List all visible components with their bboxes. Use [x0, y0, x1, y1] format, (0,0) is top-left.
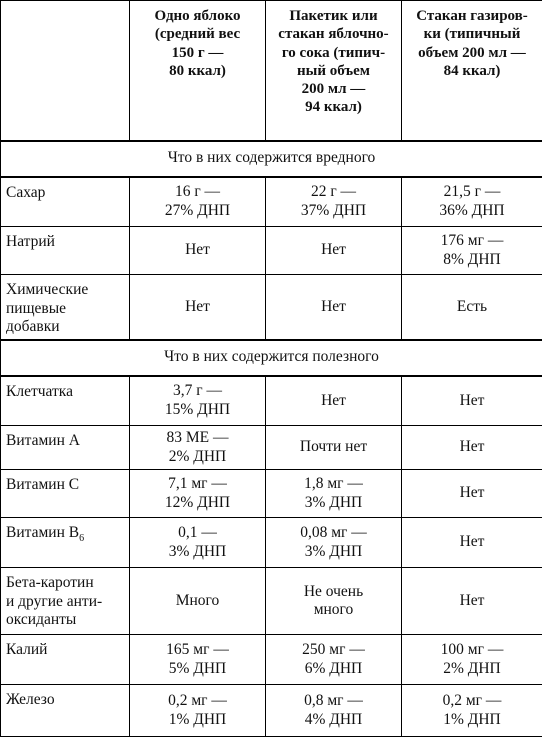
- cell-sodium-soda: 176 мг — 8% ДНП: [402, 227, 542, 275]
- header-soda: Стакан газиров- ки (типичный объем 200 мл — 84 ккал): [402, 1, 542, 141]
- header-row: [1, 1, 542, 141]
- table-row-sodium: [1, 227, 542, 275]
- row-label-beta-carotene: Бета-каротин и другие анти- оксиданты: [1, 568, 130, 635]
- table-row-fiber: [1, 376, 542, 426]
- cell-additives-apple: Нет: [130, 275, 266, 340]
- cell-sodium-juice: Нет: [266, 227, 402, 275]
- section-useful-title: Что в них содержится полезного: [1, 340, 542, 376]
- row-label-vitamin-a: Витамин А: [1, 426, 130, 470]
- row-label-vitamin-c: Витамин С: [1, 470, 130, 518]
- table-row-potassium: [1, 635, 542, 685]
- cell-vitamin-c-soda: Нет: [402, 470, 542, 518]
- section-harmful-title: Что в них содержится вредного: [1, 141, 542, 177]
- cell-beta-carotene-juice: Не очень много: [266, 568, 402, 635]
- section-harmful-row: [1, 141, 542, 177]
- row-label-sodium: Натрий: [1, 227, 130, 275]
- cell-vitamin-c-apple: 7,1 мг — 12% ДНП: [130, 470, 266, 518]
- cell-potassium-juice: 250 мг — 6% ДНП: [266, 635, 402, 685]
- header-apple-juice: Пакетик или стакан яблочно- го сока (типич- ный объем 200 мл — 94 ккал): [266, 1, 402, 141]
- table-row-vitamin-a: [1, 426, 542, 470]
- cell-beta-carotene-soda: Нет: [402, 568, 542, 635]
- cell-sugar-apple: 16 г — 27% ДНП: [130, 177, 266, 227]
- cell-vitamin-b6-apple: 0,1 — 3% ДНП: [130, 518, 266, 568]
- cell-fiber-apple: 3,7 г — 15% ДНП: [130, 376, 266, 426]
- cell-iron-apple: 0,2 мг — 1% ДНП: [130, 685, 266, 737]
- row-label-fiber: Клетчатка: [1, 376, 130, 426]
- table-row-beta-carotene: [1, 568, 542, 635]
- row-label-potassium: Калий: [1, 635, 130, 685]
- section-useful-row: [1, 340, 542, 376]
- cell-potassium-apple: 165 мг — 5% ДНП: [130, 635, 266, 685]
- row-label-additives: Химические пищевые добавки: [1, 275, 130, 340]
- cell-vitamin-c-juice: 1,8 мг — 3% ДНП: [266, 470, 402, 518]
- table-row-iron: [1, 685, 542, 737]
- cell-potassium-soda: 100 мг — 2% ДНП: [402, 635, 542, 685]
- cell-vitamin-a-apple: 83 МЕ — 2% ДНП: [130, 426, 266, 470]
- cell-sugar-juice: 22 г — 37% ДНП: [266, 177, 402, 227]
- cell-vitamin-a-soda: Нет: [402, 426, 542, 470]
- row-label-sugar: Сахар: [1, 177, 130, 227]
- cell-sodium-apple: Нет: [130, 227, 266, 275]
- header-apple: Одно яблоко (средний вес 150 г — 80 ккал): [130, 1, 266, 141]
- cell-sugar-soda: 21,5 г — 36% ДНП: [402, 177, 542, 227]
- cell-vitamin-b6-soda: Нет: [402, 518, 542, 568]
- cell-vitamin-b6-juice: 0,08 мг — 3% ДНП: [266, 518, 402, 568]
- cell-fiber-soda: Нет: [402, 376, 542, 426]
- row-label-vitamin-b6: Витамин $В_6$: [1, 518, 130, 568]
- cell-fiber-juice: Нет: [266, 376, 402, 426]
- cell-iron-soda: 0,2 мг — 1% ДНП: [402, 685, 542, 737]
- cell-vitamin-a-juice: Почти нет: [266, 426, 402, 470]
- cell-beta-carotene-apple: Много: [130, 568, 266, 635]
- header-empty-cell: [1, 1, 130, 141]
- table-row-additives: [1, 275, 542, 340]
- table-row-sugar: [1, 177, 542, 227]
- table-row-vitamin-c: [1, 470, 542, 518]
- cell-iron-juice: 0,8 мг — 4% ДНП: [266, 685, 402, 737]
- cell-additives-soda: Есть: [402, 275, 542, 340]
- cell-additives-juice: Нет: [266, 275, 402, 340]
- row-label-iron: Железо: [1, 685, 130, 737]
- table-row-vitamin-b6: [1, 518, 542, 568]
